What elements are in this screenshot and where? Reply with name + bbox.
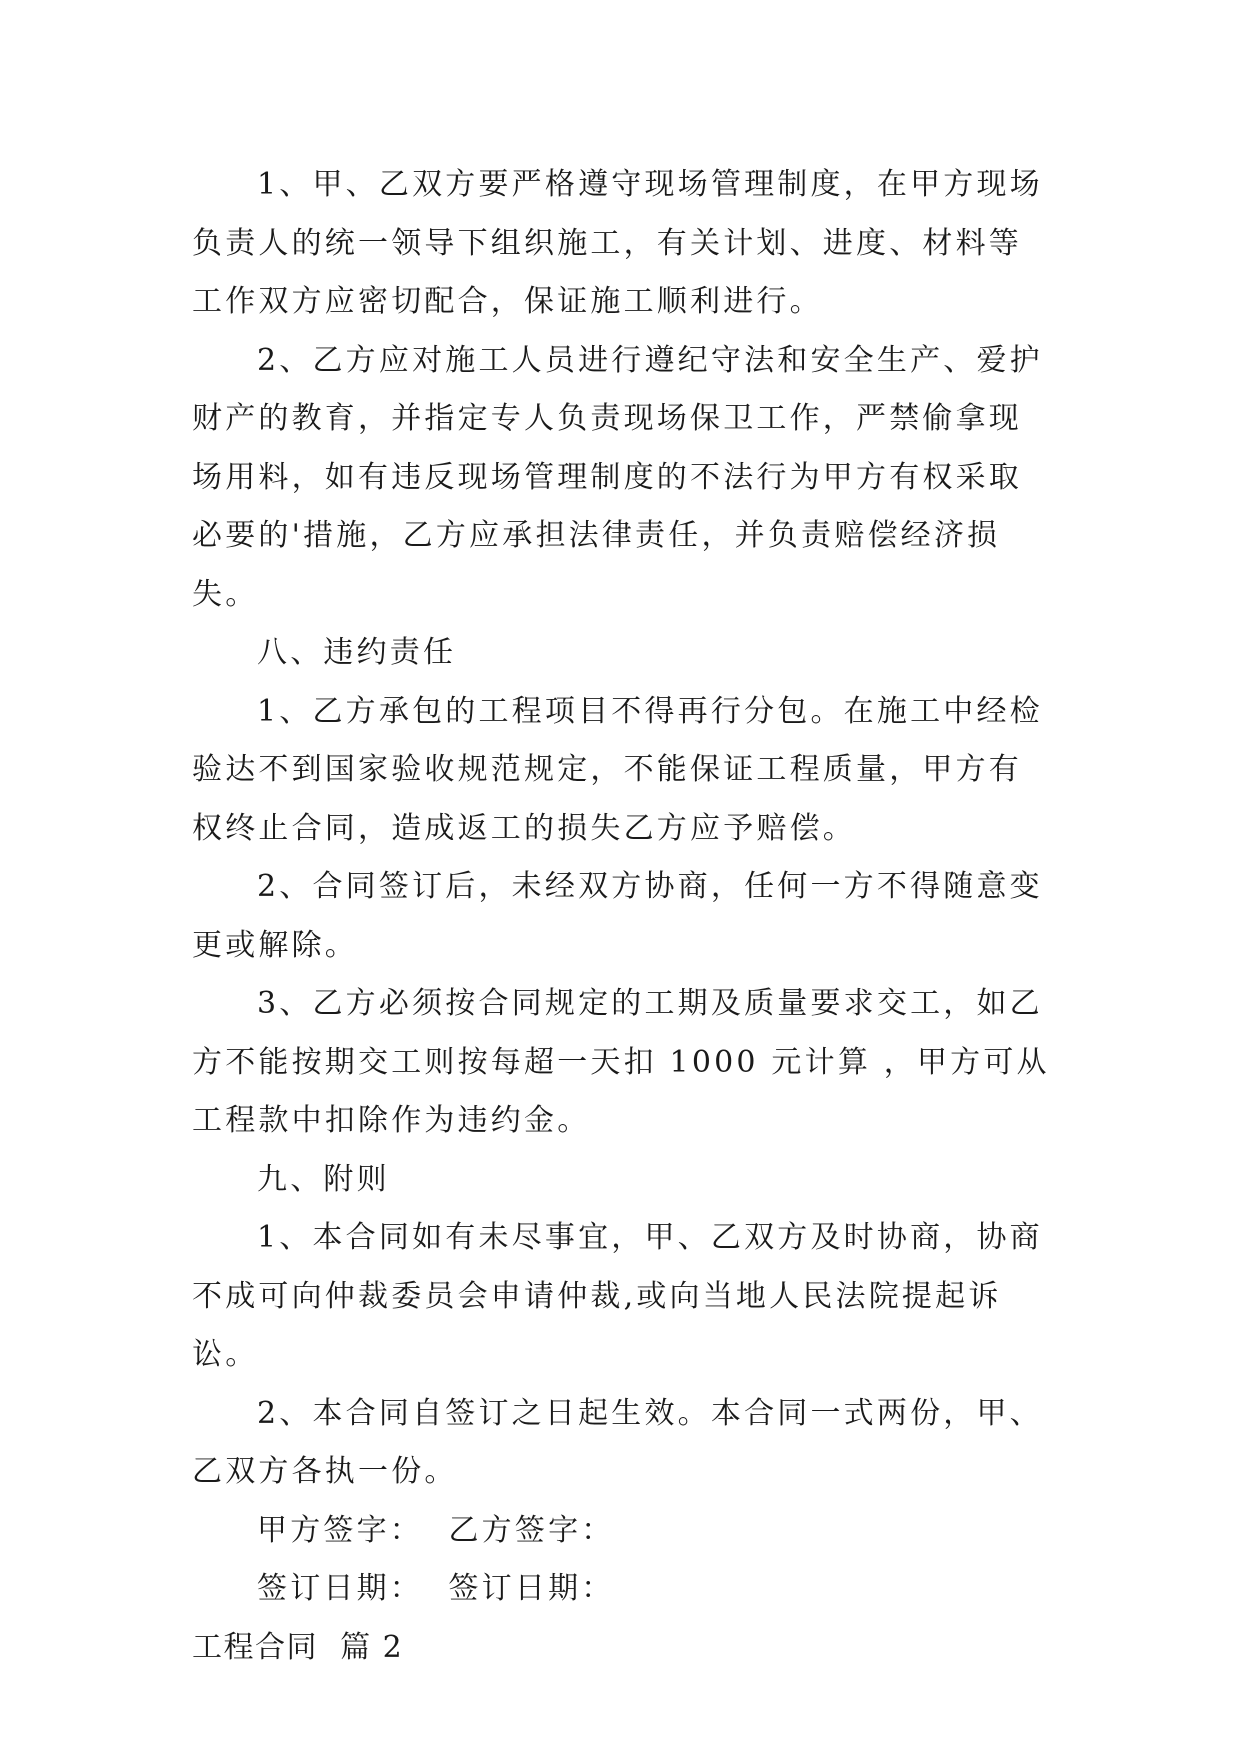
supplementary-item-2: 2、本合同自签订之日起生效。本合同一式两份，甲、乙双方各执一份。: [192, 1395, 1043, 1489]
signing-date-line: 签订日期： 签订日期：: [257, 1571, 615, 1606]
section-heading-breach-liability: 八、违约责任: [257, 635, 457, 670]
breach-item-3: 3、乙方必须按合同规定的工期及质量要求交工，如乙方不能按期交工则按每超一天扣 1000 元计算 ，甲方可从工程款中扣除作为违约金。: [192, 986, 1050, 1138]
document-body: [192, 156, 1054, 1677]
breach-item-1: 1、乙方承包的工程项目不得再行分包。在施工中经检验达不到国家验收规范规定，不能保证工程质量，甲方有权终止合同，造成返工的损失乙方应予赔偿。: [192, 693, 1043, 846]
paragraph-site-management: 1、甲、乙双方要严格遵守现场管理制度，在甲方现场负责人的统一领导下组织施工，有关计划、进度、材料等工作双方应密切配合，保证施工顺利进行。: [192, 167, 1043, 319]
supplementary-item-1: 1、本合同如有未尽事宜，甲、乙双方及时协商，协商不成可向仲裁委员会申请仲裁,或向当地人民法院提起诉讼。: [192, 1220, 1043, 1372]
signature-line: 甲方签字： 乙方签字：: [257, 1512, 615, 1548]
section-heading-supplementary: 九、附则: [257, 1161, 390, 1197]
breach-item-2: 2、合同签订后，未经双方协商，任何一方不得随意变更或解除。: [192, 869, 1043, 963]
next-section-title: 工程合同 篇 2: [192, 1629, 404, 1665]
paragraph-safety-education: 2、乙方应对施工人员进行遵纪守法和安全生产、爱护财产的教育，并指定专人负责现场保卫工作，严禁偷拿现场用料，如有违反现场管理制度的不法行为甲方有权采取必要的'措施，乙方应承担法律责任，并负责赔偿经济损失。: [192, 342, 1043, 612]
